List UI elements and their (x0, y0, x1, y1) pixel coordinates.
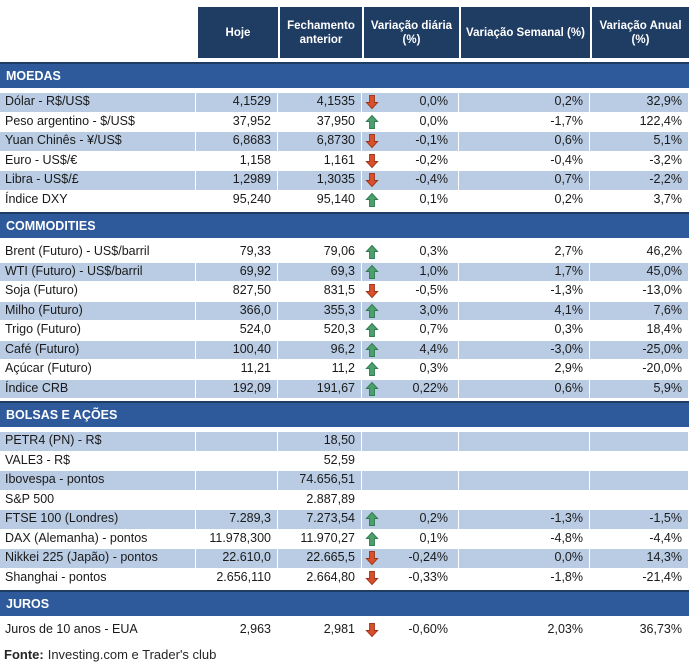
cell-var-anual: -2,2% (590, 171, 689, 190)
cell-var-diaria (362, 471, 459, 490)
cell-var-semanal: 0,7% (459, 171, 590, 190)
table-row (0, 341, 689, 361)
cell-fechamento: 831,5 (278, 282, 362, 301)
cell-var-anual: 3,7% (590, 191, 689, 210)
cell-var-anual (590, 471, 689, 490)
cell-var-diaria (362, 152, 459, 171)
arrow-down-icon (365, 134, 379, 149)
table-row (0, 491, 689, 511)
row-label: FTSE 100 (Londres) (0, 510, 196, 529)
cell-var-diaria (362, 132, 459, 151)
cell-hoje (196, 491, 278, 510)
cell-fechamento: 191,67 (278, 380, 362, 399)
cell-var-anual (590, 491, 689, 510)
cell-var-semanal: 0,2% (459, 93, 590, 112)
cell-var-diaria (362, 569, 459, 588)
arrow-down-icon (365, 551, 379, 566)
table-body (0, 62, 689, 641)
cell-var-diaria (362, 621, 459, 640)
cell-var-semanal: 2,7% (459, 243, 590, 262)
cell-var-semanal (459, 432, 590, 451)
cell-fechamento: 79,06 (278, 243, 362, 262)
cell-hoje: 524,0 (196, 321, 278, 340)
cell-var-semanal: -1,7% (459, 113, 590, 132)
cell-hoje: 366,0 (196, 302, 278, 321)
cell-var-semanal: 0,0% (459, 549, 590, 568)
cell-var-semanal: 0,2% (459, 191, 590, 210)
row-label: Café (Futuro) (0, 341, 196, 360)
cell-var-anual (590, 452, 689, 471)
cell-fechamento: 1,161 (278, 152, 362, 171)
cell-hoje: 1,2989 (196, 171, 278, 190)
arrow-up-icon (365, 362, 379, 377)
column-header-hoje: Hoje (196, 7, 278, 58)
cell-fechamento: 6,8730 (278, 132, 362, 151)
arrow-up-icon (365, 531, 379, 546)
cell-fechamento: 520,3 (278, 321, 362, 340)
corner-cell (0, 7, 196, 58)
cell-var-diaria (362, 452, 459, 471)
cell-var-diaria-value: -0,4% (415, 172, 448, 186)
cell-fechamento: 1,3035 (278, 171, 362, 190)
cell-var-diaria-value: 0,1% (419, 530, 448, 545)
cell-hoje: 11.978,300 (196, 530, 278, 549)
cell-hoje: 2,963 (196, 621, 278, 640)
cell-hoje: 37,952 (196, 113, 278, 132)
cell-var-diaria-value: 0,3% (419, 361, 448, 375)
cell-var-diaria (362, 549, 459, 568)
cell-var-anual: 18,4% (590, 321, 689, 340)
cell-var-diaria-value: 0,3% (419, 244, 448, 258)
arrow-down-icon (365, 623, 379, 638)
cell-var-semanal: -1,3% (459, 282, 590, 301)
cell-var-diaria-value: 0,0% (419, 94, 448, 108)
row-label: Índice DXY (0, 191, 196, 210)
cell-var-semanal: 2,03% (459, 621, 590, 640)
cell-var-anual: -25,0% (590, 341, 689, 360)
row-label: Brent (Futuro) - US$/barril (0, 243, 196, 262)
section-title: COMMODITIES (6, 219, 96, 233)
cell-var-diaria-value: -0,33% (408, 569, 448, 584)
table-row (0, 152, 689, 172)
cell-hoje: 11,21 (196, 360, 278, 379)
cell-var-diaria (362, 530, 459, 549)
row-label: Peso argentino - $/US$ (0, 113, 196, 132)
table-row (0, 510, 689, 530)
cell-hoje: 2.656,110 (196, 569, 278, 588)
column-header-fechamento: Fechamento anterior (278, 7, 362, 58)
table-row (0, 263, 689, 283)
row-label: Juros de 10 anos - EUA (0, 621, 196, 640)
cell-fechamento: 2.664,80 (278, 569, 362, 588)
cell-fechamento: 22.665,5 (278, 549, 362, 568)
section-title: JUROS (6, 597, 50, 611)
table-row (0, 452, 689, 472)
cell-var-diaria (362, 491, 459, 510)
column-header-variacao-anual: Variação Anual (%) (590, 7, 689, 58)
cell-var-diaria-value: 0,22% (412, 380, 448, 395)
cell-var-semanal: 0,6% (459, 380, 590, 399)
row-label: Trigo (Futuro) (0, 321, 196, 340)
row-label: Índice CRB (0, 380, 196, 399)
cell-var-diaria-value: -0,2% (415, 152, 448, 167)
cell-hoje: 79,33 (196, 243, 278, 262)
row-label: Shanghai - pontos (0, 569, 196, 588)
section-title: MOEDAS (6, 69, 61, 83)
table-row (0, 530, 689, 550)
section-header-bolsas-e-acoes (0, 401, 689, 427)
section-header-juros (0, 590, 689, 616)
cell-var-diaria-value: -0,60% (408, 622, 448, 636)
cell-fechamento: 355,3 (278, 302, 362, 321)
cell-var-semanal: -1,8% (459, 569, 590, 588)
arrow-up-icon (365, 342, 379, 357)
cell-var-semanal: -3,0% (459, 341, 590, 360)
cell-hoje (196, 471, 278, 490)
cell-var-semanal: 0,3% (459, 321, 590, 340)
cell-var-diaria-value: 0,0% (419, 113, 448, 128)
source-note (0, 647, 689, 662)
cell-var-diaria (362, 171, 459, 190)
table-row (0, 302, 689, 322)
row-label: Dólar - R$/US$ (0, 93, 196, 112)
cell-fechamento: 52,59 (278, 452, 362, 471)
cell-var-anual: -3,2% (590, 152, 689, 171)
cell-var-diaria (362, 432, 459, 451)
section-header-moedas (0, 62, 689, 88)
cell-var-diaria (362, 113, 459, 132)
cell-var-diaria (362, 282, 459, 301)
row-label: Soja (Futuro) (0, 282, 196, 301)
cell-fechamento: 2.887,89 (278, 491, 362, 510)
section-header-commodities (0, 212, 689, 238)
cell-var-semanal (459, 452, 590, 471)
cell-hoje: 69,92 (196, 263, 278, 282)
cell-var-diaria (362, 510, 459, 529)
cell-hoje: 4,1529 (196, 93, 278, 112)
cell-var-semanal: 4,1% (459, 302, 590, 321)
cell-var-anual: 14,3% (590, 549, 689, 568)
cell-var-diaria (362, 380, 459, 399)
cell-fechamento: 7.273,54 (278, 510, 362, 529)
cell-var-anual: -13,0% (590, 282, 689, 301)
cell-var-semanal: -1,3% (459, 510, 590, 529)
cell-var-diaria (362, 341, 459, 360)
cell-var-semanal (459, 471, 590, 490)
row-label: Yuan Chinês - ¥/US$ (0, 132, 196, 151)
cell-var-diaria (362, 321, 459, 340)
row-label: Libra - US$/£ (0, 171, 196, 190)
table-row (0, 621, 689, 641)
cell-hoje: 827,50 (196, 282, 278, 301)
source-label: Fonte: (4, 646, 44, 662)
cell-fechamento: 96,2 (278, 341, 362, 360)
cell-fechamento: 37,950 (278, 113, 362, 132)
cell-var-anual: -21,4% (590, 569, 689, 588)
table-row (0, 282, 689, 302)
arrow-up-icon (365, 512, 379, 527)
row-label: Açúcar (Futuro) (0, 360, 196, 379)
row-label: Nikkei 225 (Japão) - pontos (0, 549, 196, 568)
table-row (0, 549, 689, 569)
row-label: S&P 500 (0, 491, 196, 510)
cell-var-anual: 36,73% (590, 621, 689, 640)
cell-var-diaria (362, 93, 459, 112)
cell-fechamento: 74.656,51 (278, 471, 362, 490)
cell-var-anual (590, 432, 689, 451)
cell-var-anual: -20,0% (590, 360, 689, 379)
cell-var-diaria (362, 360, 459, 379)
row-label: WTI (Futuro) - US$/barril (0, 263, 196, 282)
arrow-up-icon (365, 303, 379, 318)
cell-var-semanal: -4,8% (459, 530, 590, 549)
cell-var-anual: -4,4% (590, 530, 689, 549)
cell-fechamento: 2,981 (278, 621, 362, 640)
row-label: Ibovespa - pontos (0, 471, 196, 490)
arrow-up-icon (365, 264, 379, 279)
arrow-up-icon (365, 192, 379, 207)
cell-fechamento: 69,3 (278, 263, 362, 282)
table-row (0, 432, 689, 452)
table-row (0, 471, 689, 491)
cell-fechamento: 11,2 (278, 360, 362, 379)
source-text: Investing.com e Trader's club (47, 646, 217, 662)
column-header-row (0, 7, 689, 58)
column-header-variacao-semanal: Variação Semanal (%) (459, 7, 590, 58)
cell-var-anual: 45,0% (590, 263, 689, 282)
arrow-down-icon (365, 173, 379, 188)
cell-hoje: 95,240 (196, 191, 278, 210)
cell-var-diaria-value: 0,7% (419, 322, 448, 336)
cell-var-anual: 5,1% (590, 132, 689, 151)
arrow-up-icon (365, 114, 379, 129)
cell-var-semanal: -0,4% (459, 152, 590, 171)
arrow-up-icon (365, 381, 379, 396)
arrow-down-icon (365, 570, 379, 585)
table-row (0, 380, 689, 400)
arrow-down-icon (365, 153, 379, 168)
cell-var-semanal: 1,7% (459, 263, 590, 282)
cell-var-diaria-value: 1,0% (419, 263, 448, 278)
cell-hoje (196, 452, 278, 471)
cell-var-diaria-value: 4,4% (419, 341, 448, 356)
row-label: Euro - US$/€ (0, 152, 196, 171)
row-label: VALE3 - R$ (0, 452, 196, 471)
cell-var-semanal: 0,6% (459, 132, 590, 151)
cell-var-diaria (362, 243, 459, 262)
cell-var-diaria-value: -0,24% (408, 550, 448, 564)
table-row (0, 243, 689, 263)
cell-var-diaria-value: 0,2% (419, 511, 448, 525)
column-header-variacao-diaria: Variação diária (%) (362, 7, 459, 58)
table-row (0, 171, 689, 191)
cell-hoje (196, 432, 278, 451)
cell-fechamento: 18,50 (278, 432, 362, 451)
section-title: BOLSAS E AÇÕES (6, 408, 118, 422)
arrow-down-icon (365, 95, 379, 110)
cell-fechamento: 95,140 (278, 191, 362, 210)
cell-var-semanal (459, 491, 590, 510)
cell-var-anual: 32,9% (590, 93, 689, 112)
cell-fechamento: 4,1535 (278, 93, 362, 112)
table-row (0, 360, 689, 380)
row-label: DAX (Alemanha) - pontos (0, 530, 196, 549)
cell-var-semanal: 2,9% (459, 360, 590, 379)
cell-hoje: 1,158 (196, 152, 278, 171)
arrow-down-icon (365, 284, 379, 299)
arrow-up-icon (365, 323, 379, 338)
cell-var-diaria-value: -0,5% (415, 283, 448, 297)
row-label: PETR4 (PN) - R$ (0, 432, 196, 451)
cell-var-anual: 5,9% (590, 380, 689, 399)
table-row (0, 113, 689, 133)
table-row (0, 132, 689, 152)
cell-var-anual: 46,2% (590, 243, 689, 262)
cell-hoje: 7.289,3 (196, 510, 278, 529)
cell-var-anual: 7,6% (590, 302, 689, 321)
table-row (0, 93, 689, 113)
table-row (0, 569, 689, 589)
table-row (0, 191, 689, 211)
cell-var-diaria-value: 3,0% (419, 302, 448, 317)
cell-var-diaria (362, 263, 459, 282)
table-row (0, 321, 689, 341)
cell-fechamento: 11.970,27 (278, 530, 362, 549)
cell-var-diaria-value: -0,1% (415, 133, 448, 147)
arrow-up-icon (365, 245, 379, 260)
cell-var-diaria (362, 191, 459, 210)
cell-hoje: 22.610,0 (196, 549, 278, 568)
cell-hoje: 6,8683 (196, 132, 278, 151)
row-label: Milho (Futuro) (0, 302, 196, 321)
cell-hoje: 100,40 (196, 341, 278, 360)
cell-var-diaria (362, 302, 459, 321)
cell-hoje: 192,09 (196, 380, 278, 399)
cell-var-anual: -1,5% (590, 510, 689, 529)
cell-var-anual: 122,4% (590, 113, 689, 132)
cell-var-diaria-value: 0,1% (419, 191, 448, 206)
